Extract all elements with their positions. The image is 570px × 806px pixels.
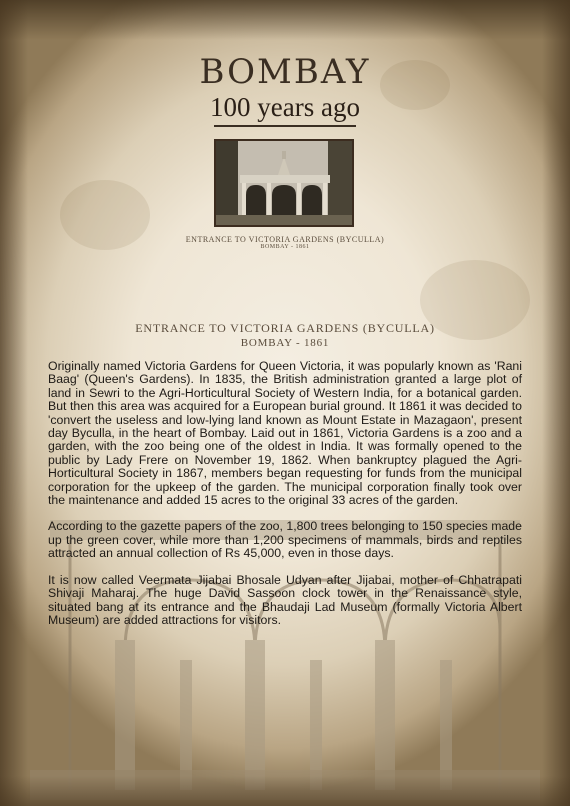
photo-caption-title: ENTRANCE TO VICTORIA GARDENS (BYCULLA) [185,235,385,244]
article-paragraph: According to the gazette papers of the zoo, 1,800 trees belonging to 150 species made up the green cover, while more than 1,200 specimens of mammals, birds and reptiles attracted an annual collection of Rs 45,000, even in those days. [48,519,522,561]
article-heading: ENTRANCE TO VICTORIA GARDENS (BYCULLA) [135,321,435,335]
article-paragraph: It is now called Veermata Jijabai Bhosale Udyan after Jijabai, mother of Chhatrapati Shivaji Maharaj. The huge David Sassoon clock tower in the Renaissance style, situated bang at its entrance and the Bhaudaji Lad Museum (formally Victoria Albert Museum) are added attractions for visitors. [48,572,522,627]
burnt-edge-bottom [0,776,570,806]
photo-frame [214,139,354,227]
victoria-gardens-photo-illustration [216,141,352,225]
article-body [48,360,522,640]
victoria-gardens-photo [216,141,352,225]
page-subtitle: 100 years ago [210,92,360,122]
page-title: BOMBAY [199,52,371,92]
article-paragraph: Originally named Victoria Gardens for Queen Victoria, it was popularly known as 'Rani Baag' (Queen's Gardens). In 1835, the British administration granted a large plot of land in Sewri to the Agri-Horticultural Society of Western India, for a botanical garden. But then this area was acquired for a European burial ground. It 1861 it was decided to 'convert the useless and low-lying land known as Mount Estate in Mazagaon', present day Byculla, in the heart of Bombay. Laid out in 1861, Victoria Gardens is a zoo and a garden, with the zoo being one of the oldest in India. It was formally opened to the public by Lady Frere on November 19, 1862. When bankruptcy plagued the Agri-Horticultural Society in 1867, members began requesting for funds from the municipal corporation for the upkeep of the garden. The municipal corporation finally took over the maintenance and added 15 acres to the original 33 acres of the garden. [48,359,522,508]
burnt-edge-top [0,0,570,40]
photo-caption-place-date: BOMBAY - 1861 [260,244,310,250]
title-underline [214,125,356,127]
article-subheading: BOMBAY - 1861 [240,337,330,349]
